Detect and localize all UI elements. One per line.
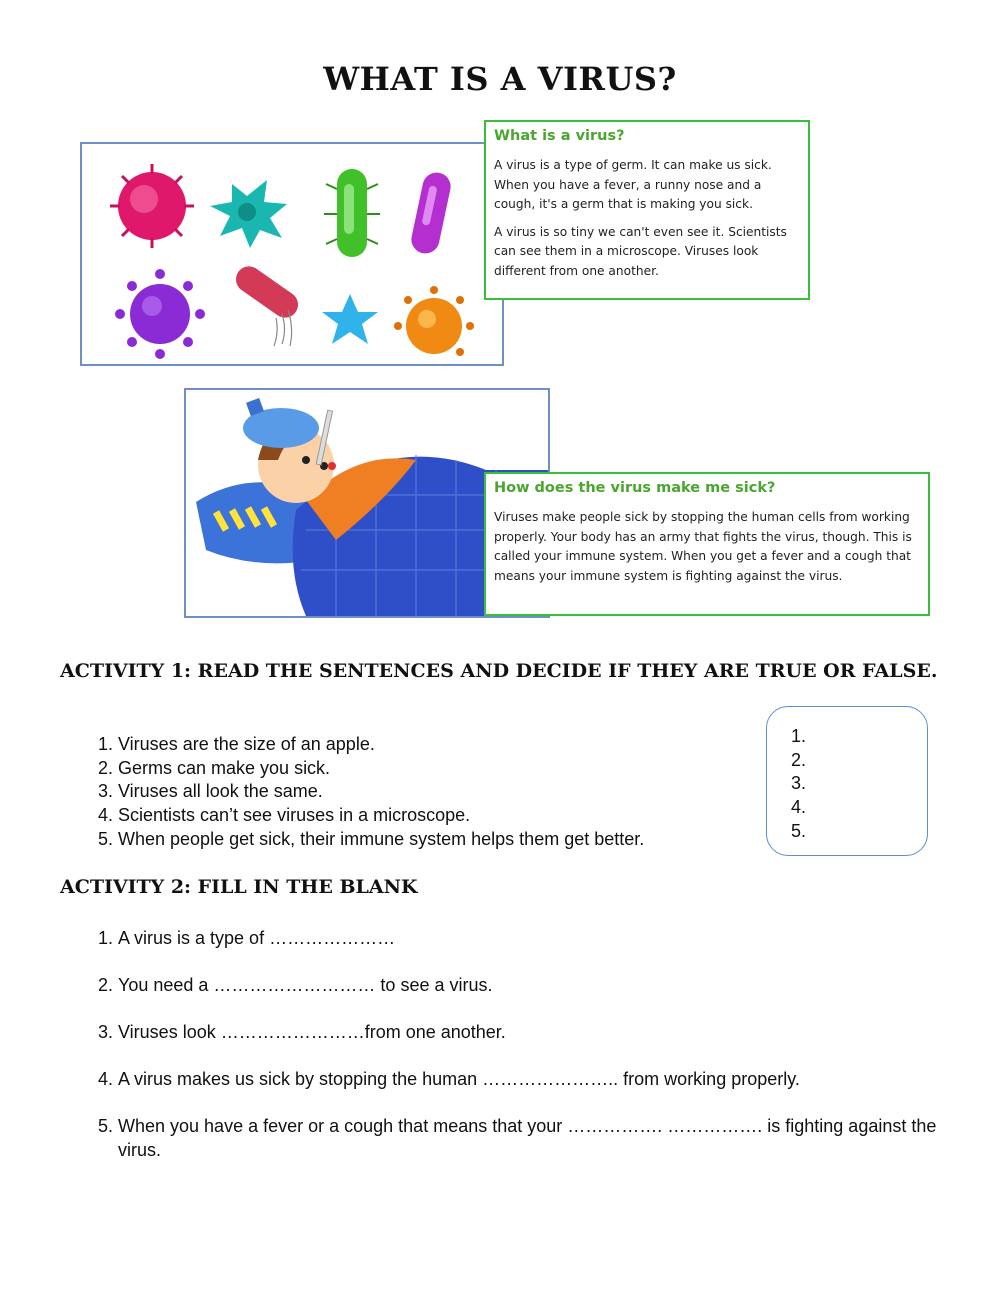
box-heading: What is a virus?: [494, 128, 625, 144]
answer-box[interactable]: [766, 706, 928, 856]
page-title: WHAT IS A VIRUS?: [323, 60, 677, 98]
fill-blank-item[interactable]: 3. Viruses look ……………………from one another.: [118, 1021, 948, 1045]
list-item: 1. Viruses are the size of an apple.: [118, 733, 798, 757]
box-paragraph: Viruses make people sick by stopping the human cells from working properly. Your body has an army that fights the virus, though. This is called your immune system. When you get a fever and a cough that means your immune system is fighting against the virus.: [494, 510, 912, 583]
teal-germ-icon: [210, 180, 287, 248]
fill-blank-item[interactable]: 2. You need a ……………………… to see a virus.: [118, 974, 948, 998]
blue-star-germ-icon: [322, 294, 378, 344]
answer-slot[interactable]: 1.: [791, 726, 807, 746]
answer-slot[interactable]: 3.: [791, 773, 807, 794]
answer-slot[interactable]: 5.: [791, 820, 807, 841]
red-germ-icon: [231, 261, 303, 346]
germs-illustration: [80, 142, 504, 366]
box-paragraph: A virus is a type of germ. It can make us sick. When you have a fever, a runny nose and a cough, it's a germ that is making you sick.: [494, 158, 772, 211]
germs-icon: [82, 144, 502, 364]
activity-1-list: [80, 733, 798, 852]
answer-slot[interactable]: 2.: [791, 749, 807, 770]
orange-virus-icon: [394, 286, 474, 356]
purple-virus-icon: [115, 269, 205, 359]
list-item: 3. Viruses all look the same.: [118, 780, 798, 804]
box-paragraph: A virus is so tiny we can't even see it. Scientists can see them in a microscope. Viruses look different from one another.: [494, 224, 787, 278]
green-germ-icon: [324, 169, 380, 257]
how-virus-makes-sick-box: [484, 472, 930, 616]
activity-2-heading: ACTIVITY 2: FILL IN THE BLANK: [60, 876, 418, 898]
box-heading: How does the virus make me sick?: [494, 480, 776, 496]
what-is-a-virus-box: [484, 120, 810, 300]
answer-slot[interactable]: 4.: [791, 797, 807, 818]
list-item: 4. Scientists can’t see viruses in a microscope.: [118, 804, 798, 828]
list-item: 5. When people get sick, their immune system helps them get better.: [118, 828, 798, 852]
activity-1-heading: ACTIVITY 1: READ THE SENTENCES AND DECIDE IF THEY ARE TRUE OR FALSE.: [60, 660, 938, 682]
fill-blank-item[interactable]: 4. A virus makes us sick by stopping the human ………………….. from working properly.: [118, 1068, 948, 1092]
fill-blank-item[interactable]: 5. When you have a fever or a cough that means that your ……………. ……………. is fighting against the virus.: [118, 1115, 948, 1162]
purple-rod-germ-icon: [409, 170, 453, 256]
fill-blank-item[interactable]: 1. A virus is a type of …………………: [118, 927, 948, 951]
activity-2-list: [80, 927, 948, 1186]
list-item: 2. Germs can make you sick.: [118, 757, 798, 781]
pink-germ-icon: [110, 164, 194, 248]
